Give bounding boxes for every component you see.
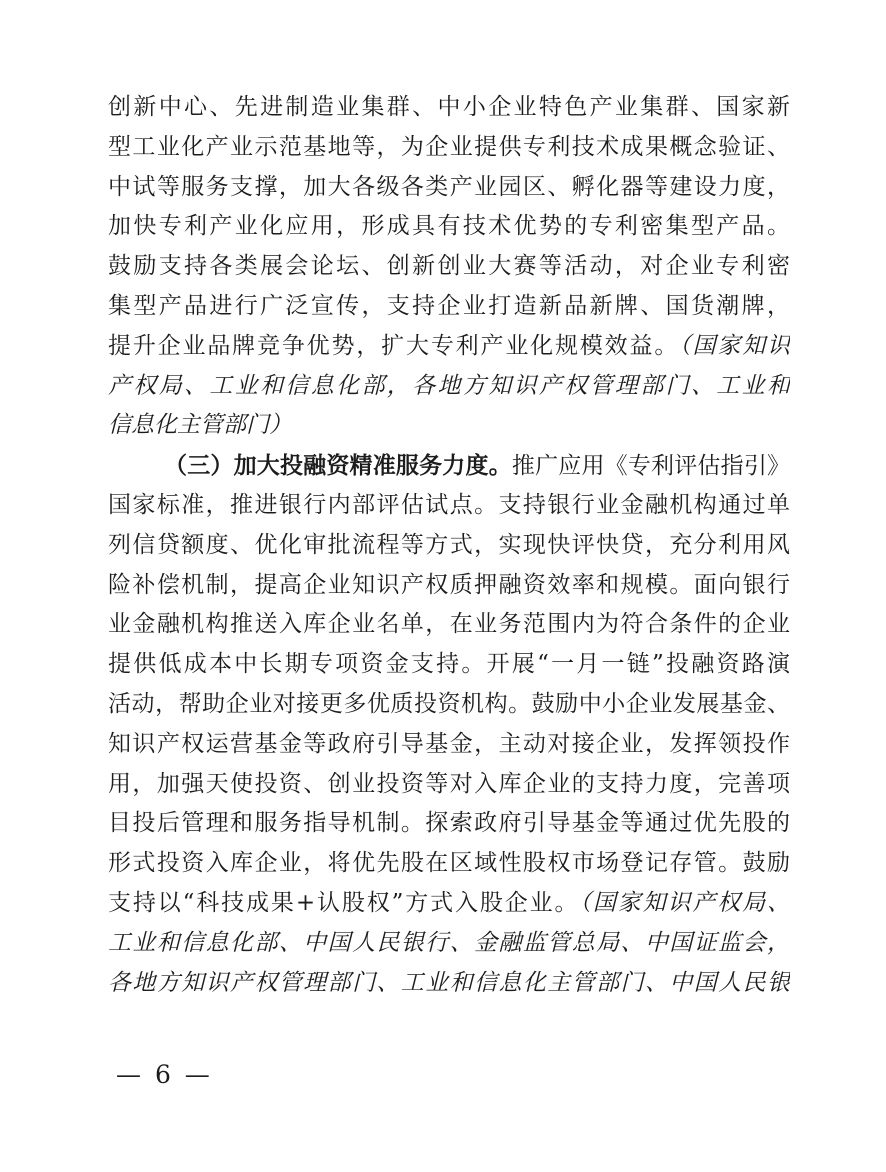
text-line — [108, 526, 790, 566]
agency-attribution-line — [108, 406, 790, 446]
section-heading-line — [108, 446, 790, 486]
text-run: 用，加强天使投资、创业投资等对入库企业的支持力度，完善项 — [108, 770, 790, 797]
text-line — [108, 247, 790, 287]
text-line — [108, 486, 790, 526]
text-line — [108, 685, 790, 725]
text-run: 鼓励支持各类展会论坛、创新创业大赛等活动，对企业专利密 — [108, 253, 790, 280]
agency-attribution-run: （国家知识 — [679, 332, 790, 359]
agency-attribution-line — [108, 964, 790, 1004]
text-run: 业金融机构推送入库企业名单，在业务范围内为符合条件的企业 — [108, 611, 790, 638]
text-line — [108, 168, 790, 208]
text-line — [108, 645, 790, 685]
agency-attribution-line — [108, 924, 790, 964]
text-line — [108, 765, 790, 805]
text-run: 形式投资入库企业，将优先股在区域性股权市场登记存管。鼓励 — [108, 850, 790, 877]
text-line — [108, 287, 790, 327]
text-line — [108, 327, 790, 367]
agency-attribution-line — [108, 367, 790, 407]
text-run: 各地方知识产权管理部门、工业和信息化主管部门、中国人民银 — [108, 969, 790, 996]
text-run: 信息化主管部门） — [108, 412, 292, 439]
text-line — [108, 128, 790, 168]
text-run: 工业和信息化部、中国人民银行、金融监管总局、中国证监会， — [108, 929, 790, 956]
text-line — [108, 88, 790, 128]
agency-attribution-run: （国家知识产权局、 — [579, 889, 790, 916]
text-line — [108, 566, 790, 606]
text-line — [108, 804, 790, 844]
text-run: 目投后管理和服务指导机制。探索政府引导基金等通过优先股的 — [108, 810, 790, 837]
text-run: 推广应用《专利评估指引》 — [511, 453, 790, 480]
section-heading-run: （三）加大投融资精准服务力度。 — [164, 452, 512, 480]
text-run: 型工业化产业示范基地等，为企业提供专利技术成果概念验证、 — [108, 133, 790, 160]
document-body — [108, 88, 790, 1003]
text-run: 列信贷额度、优化审批流程等方式，实现快评快贷，充分利用风 — [108, 531, 790, 558]
text-run: 创新中心、先进制造业集群、中小企业特色产业集群、国家新 — [108, 94, 790, 120]
text-run: 加快专利产业化应用，形成具有技术优势的专利密集型产品。 — [108, 213, 790, 240]
text-line — [108, 844, 790, 884]
page-number: — 6 — — [116, 1060, 213, 1089]
text-run: 提升企业品牌竞争优势，扩大专利产业化规模效益。 — [108, 332, 680, 359]
text-run: 集型产品进行广泛宣传，支持企业打造新品新牌、国货潮牌， — [108, 292, 790, 319]
text-line — [108, 884, 790, 924]
text-line — [108, 725, 790, 765]
text-run: 险补偿机制，提高企业知识产权质押融资效率和规模。面向银行 — [108, 571, 790, 598]
text-run: 支持以“科技成果+认股权”方式入股企业。 — [108, 889, 580, 916]
text-run: 活动，帮助企业对接更多优质投资机构。鼓励中小企业发展基金、 — [108, 690, 790, 717]
text-line — [108, 605, 790, 645]
text-run: 产权局、工业和信息化部，各地方知识产权管理部门、工业和 — [108, 372, 790, 399]
text-run: 知识产权运营基金等政府引导基金，主动对接企业，发挥领投作 — [108, 730, 790, 757]
text-run: 提供低成本中长期专项资金支持。开展“一月一链”投融资路演 — [108, 651, 790, 678]
text-run: 国家标准，推进银行内部评估试点。支持银行业金融机构通过单 — [108, 491, 790, 518]
text-run: 中试等服务支撑，加大各级各类产业园区、孵化器等建设力度， — [108, 173, 790, 200]
text-line — [108, 207, 790, 247]
